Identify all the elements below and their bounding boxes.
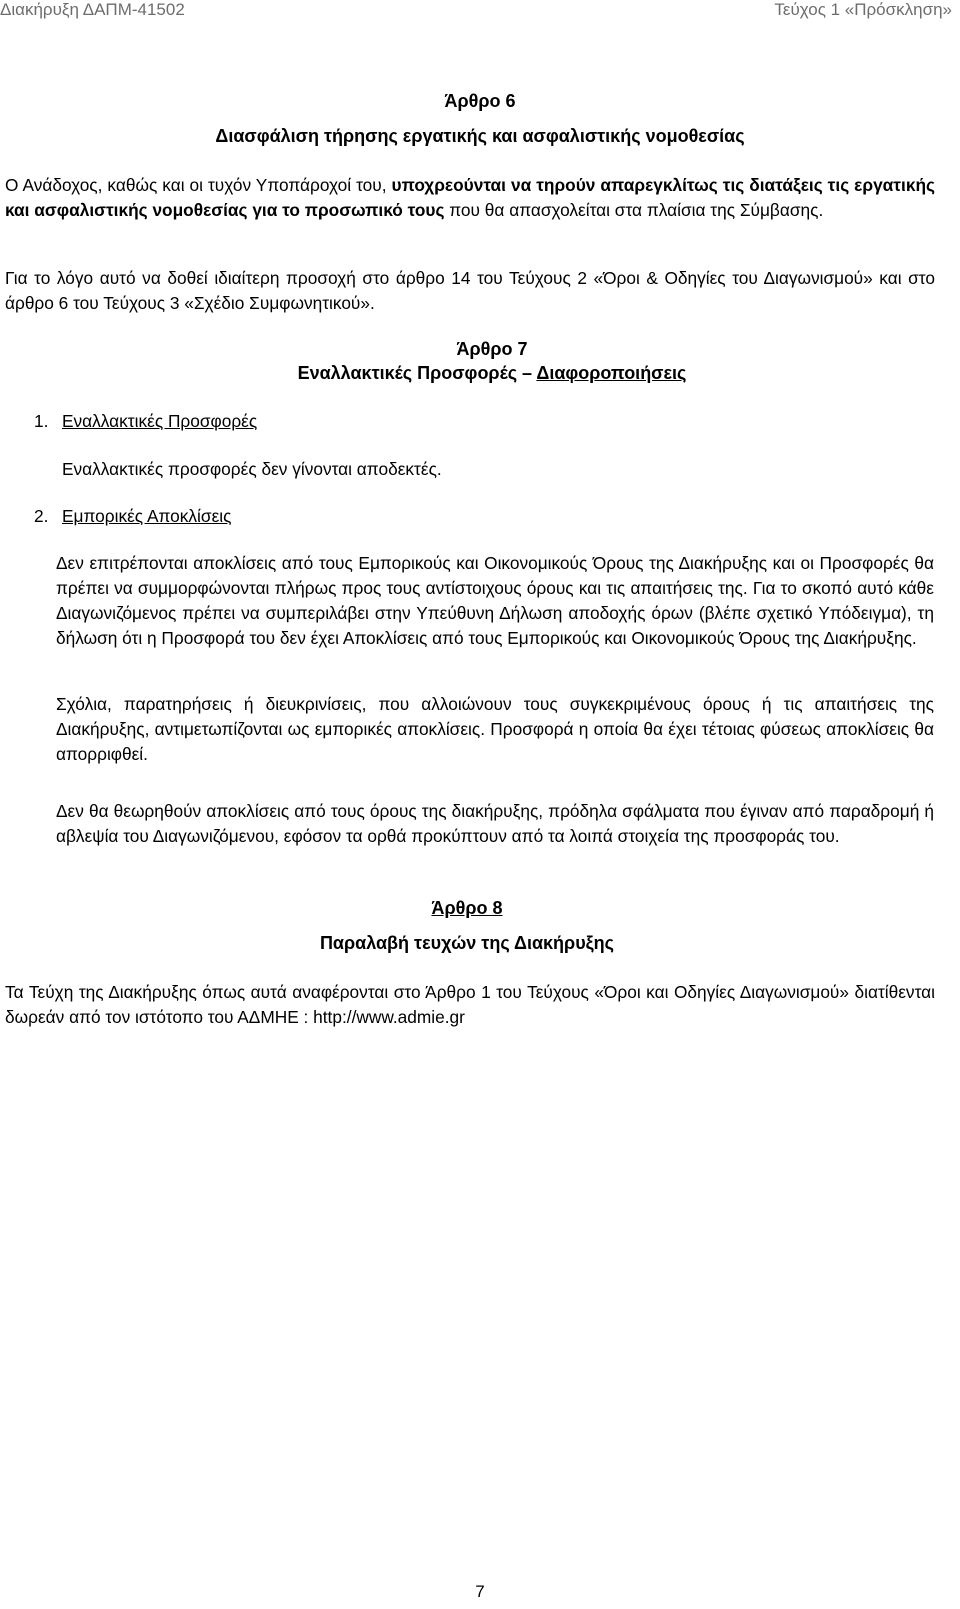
- article6-paragraph-2: Για το λόγο αυτό να δοθεί ιδιαίτερη προσοχή στο άρθρο 14 του Τεύχους 2 «Όροι & Οδηγίες του Διαγωνισμού» και στο άρθρο 6 του Τεύχους 3 «Σχέδιο Συμφωνητικού».: [5, 268, 935, 313]
- article7-paragraph-1: Δεν επιτρέπονται αποκλίσεις από τους Εμπορικούς και Οικονομικούς Όρους της Διακήρυξης και οι Προσφορές θα πρέπει να συμμορφώνονται πλήρως προς τους αντίστοιχους όρους και τις απαιτήσεις της. Για το σκοπό αυτό κάθε Διαγωνιζόμενος πρέπει να συμπεριλάβει στην Υπεύθυνη Δήλωση αποδοχής όρων (βλέπε σχετικό Υπόδειγμα), τη δήλωση ότι η Προσφορά του δεν έχει Αποκλίσεις από τους Εμπορικούς και Οικονομικούς Όρους της Διακήρυξης.: [56, 553, 934, 648]
- article6-p1-bold: υποχρεούνται να τηρούν απαρεγκλίτως τις διατάξεις τις εργατικής και ασφαλιστικής νομοθεσίας για το προσωπικό τους: [5, 175, 935, 220]
- item-1-title: Εναλλακτικές Προσφορές: [62, 411, 258, 431]
- article7-item-1: [34, 411, 257, 432]
- article6-p1-start: Ο Ανάδοχος, καθώς και οι τυχόν Υποπάροχοί του,: [5, 175, 392, 195]
- article6-subheading: Διασφάλιση τήρησης εργατικής και ασφαλιστικής νομοθεσίας: [215, 126, 745, 146]
- article7-subheading: Εναλλακτικές Προσφορές – Διαφοροποιήσεις: [297, 363, 687, 383]
- article6-paragraph-1: [5, 173, 935, 223]
- article7-item-1-text: Εναλλακτικές προσφορές δεν γίνονται αποδεκτές.: [62, 459, 442, 479]
- article7-paragraph-3: Δεν θα θεωρηθούν αποκλίσεις από τους όρους της διακήρυξης, πρόδηλα σφάλματα που έγιναν από παραδρομή ή αβλεψία του Διαγωνιζόμενου, εφόσον τα ορθά προκύπτουν από τα λοιπά στοιχεία της προσφοράς του.: [56, 801, 934, 846]
- document-header-left: Διακήρυξη ΔΑΠΜ-41502: [0, 0, 185, 19]
- item-2-number: 2.: [34, 506, 49, 526]
- article7-heading: Άρθρο 7: [456, 339, 528, 359]
- article8-heading-text: Άρθρο 8: [431, 898, 503, 918]
- document-header-right: Τεύχος 1 «Πρόσκληση»: [774, 0, 952, 19]
- item-2-title: Εμπορικές Αποκλίσεις: [62, 506, 232, 526]
- article8-heading: [0, 898, 934, 919]
- page-number: 7: [475, 1582, 485, 1601]
- article8-subheading: Παραλαβή τευχών της Διακήρυξης: [319, 933, 615, 953]
- article6-heading: Άρθρο 6: [444, 91, 516, 111]
- item-1-number: 1.: [34, 411, 49, 431]
- article7-item-2: [34, 506, 231, 527]
- article8-paragraph-1: Τα Τεύχη της Διακήρυξης όπως αυτά αναφέρονται στο Άρθρο 1 του Τεύχους «Όροι και Οδηγίες Διαγωνισμού» διατίθενται δωρεάν από τον ιστότοπο του ΑΔΜΗΕ : http://www.admie.gr: [5, 982, 935, 1027]
- article6-p1-end: που θα απασχολείται στα πλαίσια της Σύμβασης.: [444, 200, 824, 220]
- article7-paragraph-2: Σχόλια, παρατηρήσεις ή διευκρινίσεις, που αλλοιώνουν τους συγκεκριμένους όρους ή τις απαιτήσεις της Διακήρυξης, αντιμετωπίζονται ως εμπορικές αποκλίσεις. Προσφορά η οποία θα έχει τέτοιας φύσεως αποκλίσεις θα απορριφθεί.: [56, 694, 934, 764]
